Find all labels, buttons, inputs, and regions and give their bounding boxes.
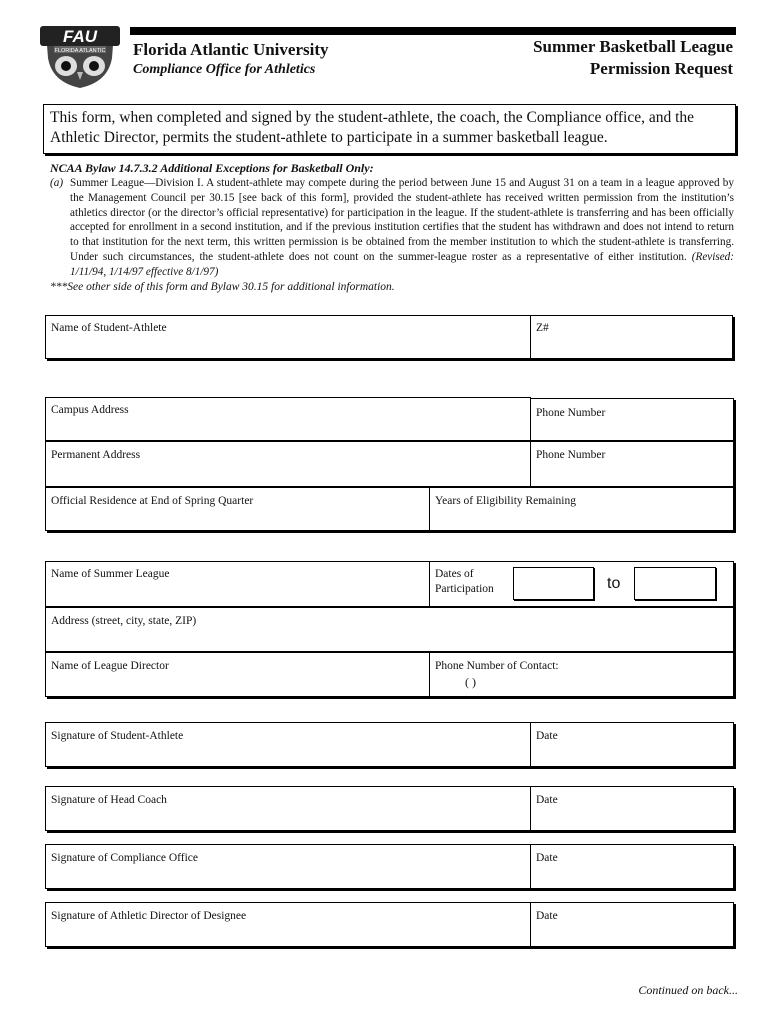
bylaw-text: Summer League—Division I. A student-athlete may compete during the period between June 15 and August 31 on a team in a league approved by the Management Council per 30.15 [see back of this form], provided the student-athlete has received written permission from the institution’s athletics director (or the director’s official representative) for participation in the league. If the student-athlete is transferring and has been officially accepted for enrollment in a second institution, and if the previous institution certifies that the student has withdrawn and does not intend to return to that institution for the next term, this written permission is be obtained from the member institution to which the student-athlete is transferring. Under such circumstances, the student-athlete does not count on the summer-league roster as a representative of either institution. (70, 177, 734, 263)
logo-text: FAU (63, 27, 97, 46)
permanent-address-field[interactable] (45, 441, 531, 487)
student-signature-label: Signature of Student-Athlete (51, 730, 184, 742)
league-name-field[interactable] (45, 561, 430, 607)
permanent-phone-field[interactable] (530, 441, 734, 487)
student-signature-field[interactable] (45, 722, 531, 767)
z-number-field[interactable] (530, 315, 733, 359)
date-label: Date (536, 794, 558, 806)
logo-subtext: FLORIDA ATLANTIC (54, 48, 106, 54)
bylaw-note: ***See other side of this form and Bylaw 30.15 for additional information. (50, 281, 395, 293)
contact-phone-field[interactable] (429, 652, 734, 697)
coach-signature-field[interactable] (45, 786, 531, 831)
dates-to-label: to (607, 575, 621, 592)
bylaw-heading: NCAA Bylaw 14.7.3.2 Additional Exceptions for Basketball Only: (50, 161, 374, 175)
bylaw-item-label: (a) (50, 177, 64, 189)
official-residence-label: Official Residence at End of Spring Quarter (51, 495, 254, 507)
ad-signature-field[interactable] (45, 902, 531, 947)
compliance-signature-label: Signature of Compliance Office (51, 852, 199, 864)
compliance-signature-date-field[interactable] (530, 844, 734, 889)
league-name-label: Name of Summer League (51, 568, 170, 580)
league-address-field[interactable] (45, 607, 734, 652)
continued-note: Continued on back... (638, 983, 738, 997)
university-name: Florida Atlantic University (133, 40, 329, 59)
ad-signature-date-field[interactable] (530, 902, 734, 947)
bylaw-revised: (Revised: 1/11/94, 1/14/97 effective 8/1/97) (70, 250, 735, 278)
league-director-field[interactable] (45, 652, 430, 697)
coach-signature-label: Signature of Head Coach (51, 794, 167, 806)
eligibility-years-field[interactable] (429, 487, 734, 531)
student-name-field[interactable] (45, 315, 531, 359)
bylaw-paragraph (50, 176, 734, 280)
compliance-signature-field[interactable] (45, 844, 531, 889)
form-title-line1: Summer Basketball League (533, 37, 733, 56)
eligibility-years-label: Years of Eligibility Remaining (435, 495, 576, 507)
student-name-label: Name of Student-Athlete (51, 322, 167, 334)
fau-owl-logo (36, 24, 124, 90)
date-label: Date (536, 730, 558, 742)
participation-end-date-input[interactable] (634, 567, 716, 600)
official-residence-field[interactable] (45, 487, 430, 531)
campus-phone-field[interactable] (530, 398, 734, 441)
date-label: Date (536, 852, 558, 864)
campus-address-field[interactable] (45, 397, 531, 441)
contact-phone-label: Phone Number of Contact: (435, 660, 559, 672)
campus-phone-label: Phone Number (536, 407, 606, 419)
coach-signature-date-field[interactable] (530, 786, 734, 831)
contact-phone-area-code: ( ) (465, 675, 476, 689)
student-signature-date-field[interactable] (530, 722, 734, 767)
date-label: Date (536, 910, 558, 922)
header-rule (130, 27, 736, 35)
intro-text: This form, when completed and signed by the student-athlete, the coach, the Compliance office, and the Athletic Director, permits the student-athlete to participate in a summer basketball league. (43, 104, 736, 154)
participation-dates-label: Dates of Participation (435, 568, 494, 595)
office-name: Compliance Office for Athletics (133, 62, 316, 77)
z-number-label: Z# (536, 322, 549, 334)
league-director-label: Name of League Director (51, 660, 169, 672)
ad-signature-label: Signature of Athletic Director of Designee (51, 910, 247, 922)
league-address-label: Address (street, city, state, ZIP) (51, 615, 197, 627)
permanent-phone-label: Phone Number (536, 449, 606, 461)
participation-start-date-input[interactable] (513, 567, 594, 600)
campus-address-label: Campus Address (51, 404, 129, 416)
permanent-address-label: Permanent Address (51, 449, 141, 461)
form-title-line2: Permission Request (589, 59, 733, 78)
